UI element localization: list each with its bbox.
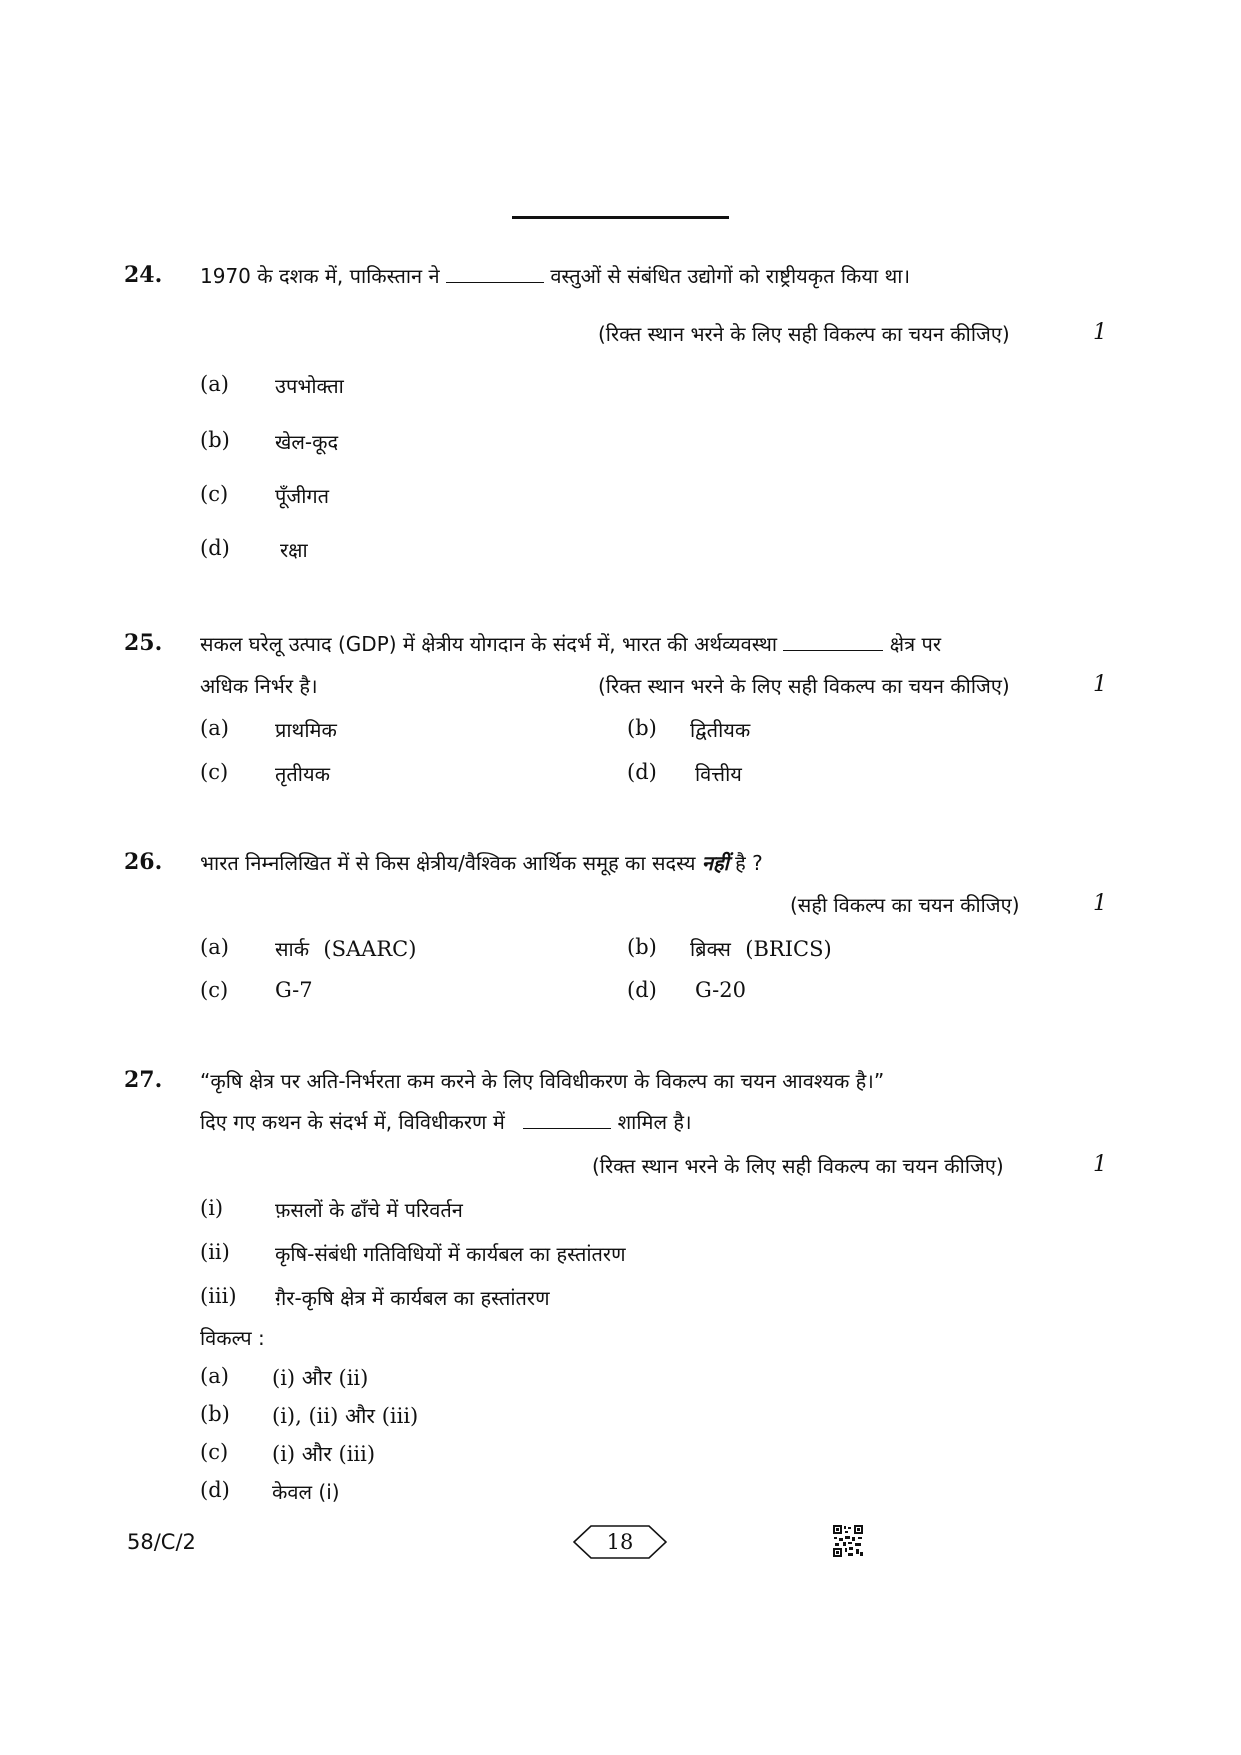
fill-blank (783, 632, 883, 651)
option-hindi: सार्क (275, 937, 310, 961)
page-number-badge (573, 1525, 667, 1559)
question-26-marks: 1 (1093, 891, 1107, 916)
option-label: (a) (200, 935, 229, 959)
question-26-text-after: है ? (735, 851, 763, 875)
question-26-text (200, 849, 763, 876)
option-text: उपभोक्ता (275, 374, 344, 398)
paper-code: 58/C/2 (127, 1530, 196, 1554)
question-25-text-line1 (200, 630, 941, 657)
option-label: (c) (200, 1440, 229, 1464)
question-27-text-after: शामिल है। (617, 1110, 692, 1134)
option-text: (i), (ii) और (iii) (272, 1404, 419, 1428)
option-latin: (BRICS) (745, 937, 832, 961)
option-text: (i) और (ii) (272, 1366, 369, 1390)
question-25-instruction: (रिक्त स्थान भरने के लिए सही विकल्प का चयन कीजिए) (598, 674, 1010, 698)
question-25-text-before: सकल घरेलू उत्पाद (GDP) में क्षेत्रीय योगदान के संदर्भ में, भारत की अर्थव्यवस्था (200, 632, 778, 656)
question-24-marks: 1 (1093, 320, 1107, 345)
option-label: (a) (200, 716, 229, 740)
question-26-text-emphasis: नहीं (701, 851, 729, 875)
statement-label: (ii) (200, 1240, 230, 1264)
qr-code-icon (833, 1525, 863, 1557)
option-text (275, 935, 416, 962)
option-label: (b) (627, 716, 657, 740)
option-text: G-7 (275, 978, 313, 1002)
question-27-marks: 1 (1093, 1152, 1107, 1177)
question-24-text-after: वस्तुओं से संबंधित उद्योगों को राष्ट्रीयकृत किया था। (550, 264, 911, 288)
option-text: द्वितीयक (690, 718, 751, 742)
question-27-text (200, 1108, 692, 1135)
option-label: (a) (200, 1364, 229, 1388)
option-label: (b) (200, 1402, 230, 1426)
option-text: वित्तीय (695, 762, 742, 786)
option-label: (b) (627, 935, 657, 959)
option-label: (d) (200, 536, 230, 560)
question-24-text-before: 1970 के दशक में, पाकिस्तान ने (200, 264, 440, 288)
question-26-text-before: भारत निम्नलिखित में से किस क्षेत्रीय/वैश्विक आर्थिक समूह का सदस्य (200, 851, 696, 875)
option-label: (d) (200, 1478, 230, 1502)
question-24-instruction: (रिक्त स्थान भरने के लिए सही विकल्प का चयन कीजिए) (598, 322, 1010, 346)
question-25-text-line2: अधिक निर्भर है। (200, 674, 318, 698)
option-text: पूँजीगत (275, 484, 330, 508)
option-text (690, 935, 832, 962)
statement-label: (iii) (200, 1284, 237, 1308)
question-27-text-before: दिए गए कथन के संदर्भ में, विविधीकरण में (200, 1110, 505, 1134)
option-text: तृतीयक (275, 762, 330, 786)
statement-text: फ़सलों के ढाँचे में परिवर्तन (275, 1198, 463, 1222)
question-25-number: 25. (124, 630, 163, 656)
options-heading: विकल्प : (200, 1326, 265, 1350)
option-label: (c) (200, 978, 229, 1002)
option-hindi: ब्रिक्स (690, 937, 731, 961)
option-text: केवल (i) (272, 1480, 340, 1504)
option-text: G-20 (695, 978, 746, 1002)
option-label: (d) (627, 978, 657, 1002)
option-label: (c) (200, 482, 229, 506)
page-number: 18 (606, 1530, 634, 1554)
option-label: (c) (200, 760, 229, 784)
option-text: खेल-कूद (275, 430, 339, 454)
option-text: रक्षा (280, 538, 308, 562)
question-24-text (200, 262, 910, 289)
option-text: (i) और (iii) (272, 1442, 376, 1466)
option-latin: (SAARC) (323, 937, 417, 961)
question-25-text-after: क्षेत्र पर (889, 632, 942, 656)
question-27-number: 27. (124, 1067, 163, 1093)
option-label: (d) (627, 760, 657, 784)
question-27-quote: “कृषि क्षेत्र पर अति-निर्भरता कम करने के लिए विविधीकरण के विकल्प का चयन आवश्यक है।” (200, 1069, 885, 1093)
question-26-number: 26. (124, 849, 163, 875)
question-25-marks: 1 (1093, 672, 1107, 697)
statement-text: कृषि-संबंधी गतिविधियों में कार्यबल का हस्तांतरण (275, 1242, 626, 1266)
option-label: (b) (200, 428, 230, 452)
question-27-instruction: (रिक्त स्थान भरने के लिए सही विकल्प का चयन कीजिए) (592, 1154, 1004, 1178)
question-26-instruction: (सही विकल्प का चयन कीजिए) (790, 893, 1020, 917)
statement-label: (i) (200, 1196, 224, 1220)
fill-blank (446, 264, 544, 283)
top-divider (512, 216, 729, 219)
option-label: (a) (200, 372, 229, 396)
question-24-number: 24. (124, 262, 163, 288)
option-text: प्राथमिक (275, 718, 337, 742)
statement-text: ग़ैर-कृषि क्षेत्र में कार्यबल का हस्तांतरण (275, 1286, 550, 1310)
fill-blank (523, 1110, 611, 1129)
